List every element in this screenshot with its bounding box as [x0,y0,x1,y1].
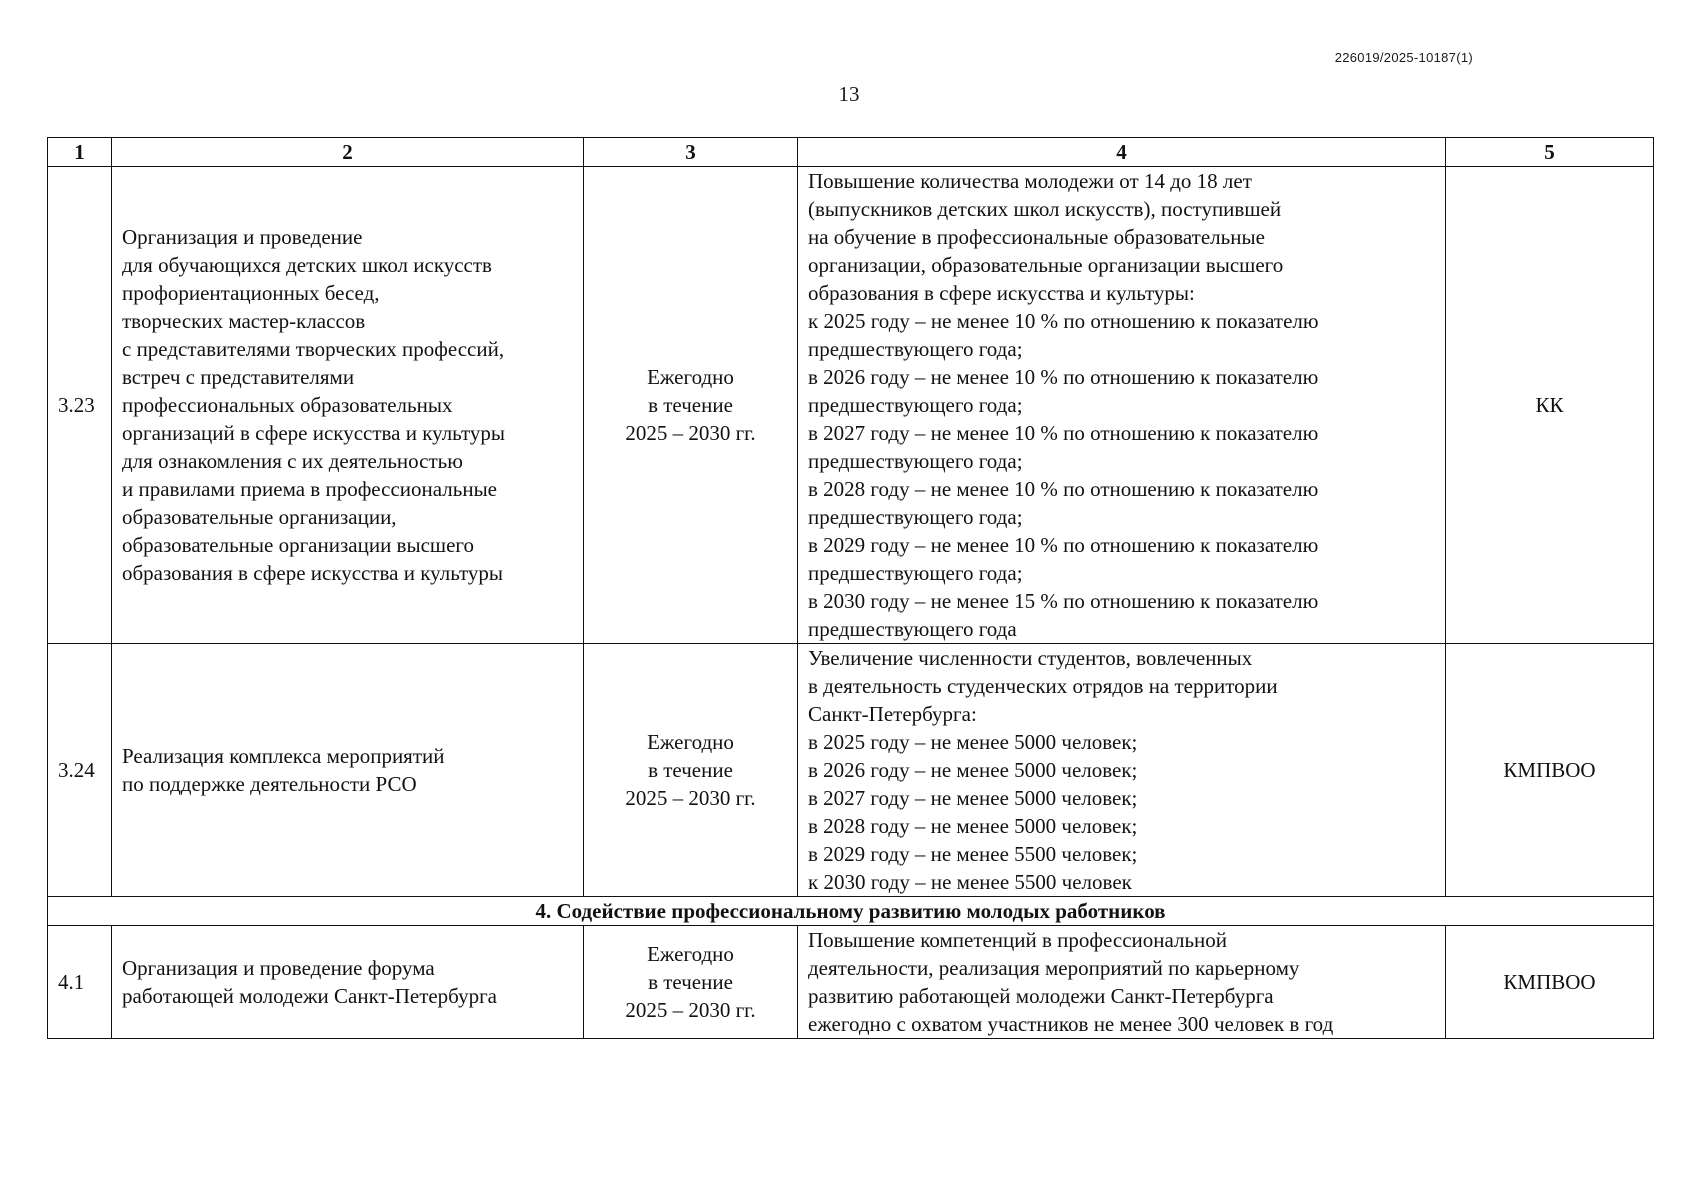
period-line: в течение [648,393,733,417]
result-line: предшествующего года; [808,393,1023,417]
activity-line: для обучающихся детских школ искусств [122,253,492,277]
page-number: 13 [838,82,860,106]
result-line: в 2029 году – не менее 5500 человек; [808,842,1138,866]
executor-cell: КК [1446,167,1654,644]
result-cell [798,926,1446,1039]
activity-line: образовательные организации высшего [122,533,474,557]
result-line: в 2030 году – не менее 15 % по отношению к показателю [808,589,1319,613]
result-line: к 2025 году – не менее 10 % по отношению к показателю [808,309,1319,333]
activity-line: организаций в сфере искусства и культуры [122,421,505,445]
executor-cell: КМПВОО [1446,926,1654,1039]
activity-cell [112,167,584,644]
result-line: Повышение количества молодежи от 14 до 18 лет [808,169,1252,193]
activity-line: для ознакомления с их деятельностью [122,449,463,473]
result-line: в 2027 году – не менее 5000 человек; [808,786,1138,810]
executor-cell: КМПВОО [1446,644,1654,897]
period-cell [584,644,798,897]
column-header-3: 3 [584,138,798,167]
row-number: 3.23 [48,167,112,644]
result-line: в 2028 году – не менее 5000 человек; [808,814,1138,838]
table-row-3-23 [48,167,1654,644]
period-line: в течение [648,970,733,994]
document-registration-number: 226019/2025-10187(1) [1334,50,1473,65]
activity-line: с представителями творческих профессий, [122,337,505,361]
activity-line: творческих мастер-классов [122,309,366,333]
plan-table [47,137,1654,1039]
period-line: Ежегодно [647,730,734,754]
result-line: (выпускников детских школ искусств), поступившей [808,197,1282,221]
result-line: развитию работающей молодежи Санкт-Петербурга [808,984,1274,1008]
result-line: предшествующего года; [808,449,1023,473]
period-line: 2025 – 2030 гг. [625,786,756,810]
section-header-row [48,897,1654,926]
table-row-3-24 [48,644,1654,897]
result-line: на обучение в профессиональные образовательные [808,225,1265,249]
column-header-4: 4 [798,138,1446,167]
activity-line: профориентационных бесед, [122,281,380,305]
period-cell [584,926,798,1039]
result-line: в 2028 году – не менее 10 % по отношению к показателю [808,477,1319,501]
section-title: 4. Содействие профессиональному развитию молодых работников [48,897,1654,926]
result-line: в 2026 году – не менее 10 % по отношению к показателю [808,365,1319,389]
activity-cell [112,926,584,1039]
activity-line: Организация и проведение [122,225,363,249]
period-line: в течение [648,758,733,782]
result-line: Повышение компетенций в профессиональной [808,928,1228,952]
result-line: в деятельность студенческих отрядов на территории [808,674,1278,698]
result-line: деятельности, реализация мероприятий по карьерному [808,956,1300,980]
activity-line: встреч с представителями [122,365,355,389]
column-header-1: 1 [48,138,112,167]
activity-line: образовательные организации, [122,505,397,529]
activity-line: и правилами приема в профессиональные [122,477,497,501]
activity-cell [112,644,584,897]
activity-line: Организация и проведение форума [122,956,435,980]
result-line: в 2026 году – не менее 5000 человек; [808,758,1138,782]
period-line: Ежегодно [647,942,734,966]
column-header-row [48,138,1654,167]
result-line: предшествующего года [808,617,1017,641]
activity-line: образования в сфере искусства и культуры [122,561,503,585]
result-line: организации, образовательные организации высшего [808,253,1284,277]
result-line: предшествующего года; [808,337,1023,361]
result-cell [798,167,1446,644]
activity-line: по поддержке деятельности РСО [122,772,417,796]
column-header-2: 2 [112,138,584,167]
row-number: 4.1 [48,926,112,1039]
result-line: к 2030 году – не менее 5500 человек [808,870,1132,894]
activity-line: Реализация комплекса мероприятий [122,744,445,768]
activity-line: работающей молодежи Санкт-Петербурга [122,984,498,1008]
activity-line: профессиональных образовательных [122,393,453,417]
period-line: 2025 – 2030 гг. [625,998,756,1022]
result-line: Увеличение численности студентов, вовлеченных [808,646,1253,670]
period-line: Ежегодно [647,365,734,389]
result-line: Санкт-Петербурга: [808,702,977,726]
result-line: в 2027 году – не менее 10 % по отношению к показателю [808,421,1319,445]
result-line: образования в сфере искусства и культуры: [808,281,1195,305]
result-cell [798,644,1446,897]
result-line: в 2025 году – не менее 5000 человек; [808,730,1138,754]
result-line: предшествующего года; [808,561,1023,585]
result-line: ежегодно с охватом участников не менее 300 человек в год [808,1012,1334,1036]
period-cell [584,167,798,644]
period-line: 2025 – 2030 гг. [625,421,756,445]
result-line: предшествующего года; [808,505,1023,529]
result-line: в 2029 году – не менее 10 % по отношению к показателю [808,533,1319,557]
row-number: 3.24 [48,644,112,897]
column-header-5: 5 [1446,138,1654,167]
table-row-4-1 [48,926,1654,1039]
